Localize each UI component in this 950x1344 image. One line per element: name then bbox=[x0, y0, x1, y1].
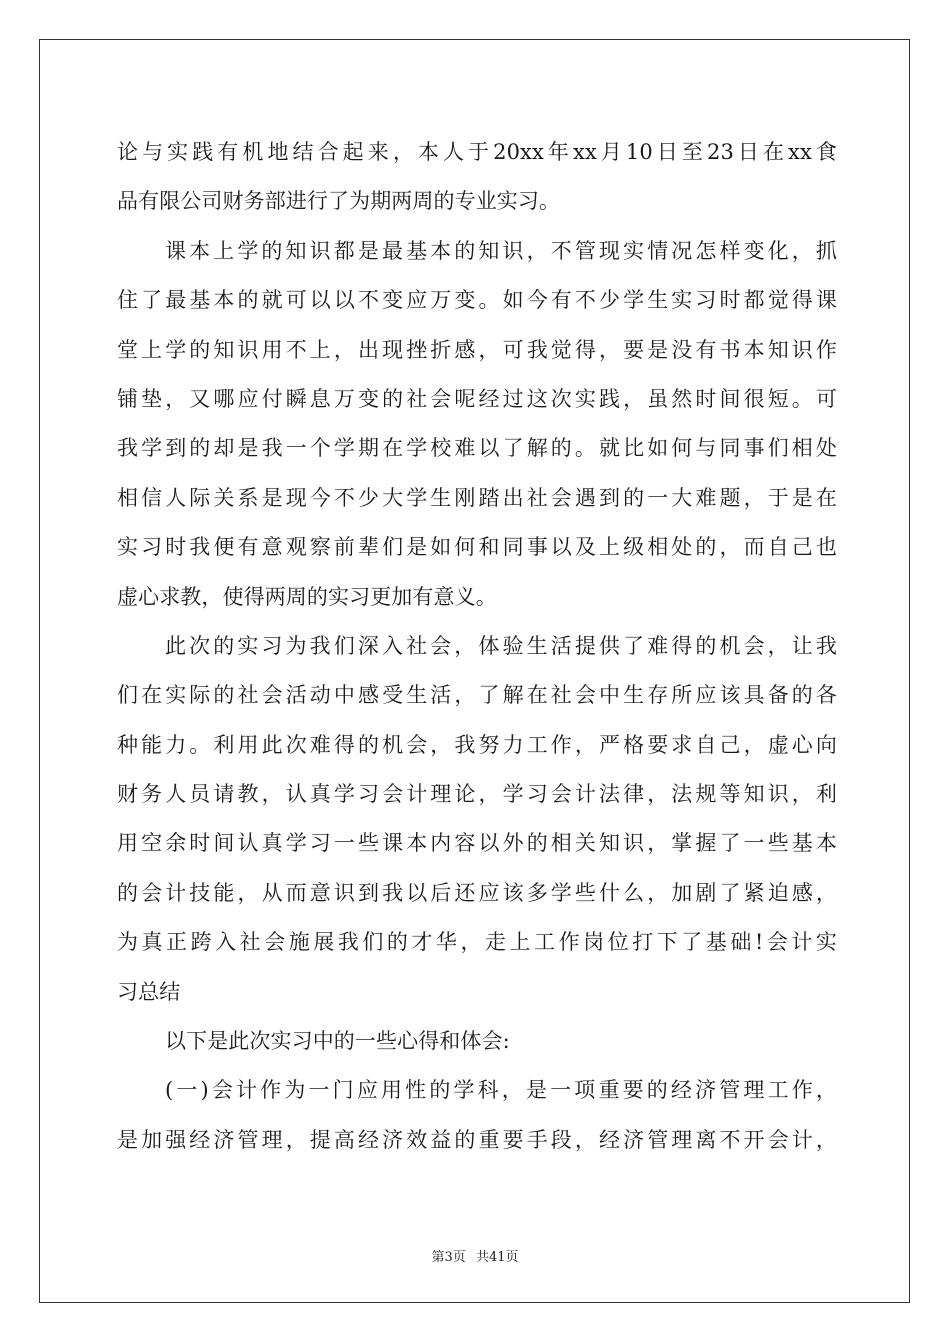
paragraph bbox=[117, 227, 837, 622]
text-line: 用空余时间认真学习一些课本内容以外的相关知识，掌握了一些基本 bbox=[117, 831, 837, 856]
text-line: 住了最基本的就可以以不变应万变。如今有不少学生实习时都觉得课 bbox=[117, 288, 837, 313]
text-line: 财务人员请教，认真学习会计理论，学习会计法律，法规等知识，利 bbox=[117, 782, 837, 807]
text-line: 论与实践有机地结合起来，本人于20xx年xx月10日至23日在xx食 bbox=[117, 140, 837, 164]
text-line: 课本上学的知识都是最基本的知识，不管现实情况怎样变化，抓 bbox=[165, 238, 837, 263]
text-line: 以下是此次实习中的一些心得和体会: bbox=[165, 1029, 510, 1054]
paragraph bbox=[117, 1017, 837, 1066]
text-line: 们在实际的社会活动中感受生活，了解在社会中生存所应该具备的各 bbox=[117, 683, 837, 708]
text-line: 虚心求教，使得两周的实习更加有意义。 bbox=[117, 584, 497, 609]
text-line: 相信人际关系是现今不少大学生刚踏出社会遇到的一大难题，于是在 bbox=[117, 485, 837, 510]
text-line: 为真正跨入社会施展我们的才华，走上工作岗位打下了基础!会计实 bbox=[117, 930, 837, 955]
text-line: 堂上学的知识用不上，出现挫折感，可我觉得，要是没有书本知识作 bbox=[117, 337, 837, 362]
paragraph bbox=[117, 622, 837, 1017]
text-line: 此次的实习为我们深入社会，体验生活提供了难得的机会，让我 bbox=[165, 633, 837, 658]
text-line: (一)会计作为一门应用性的学科，是一项重要的经济管理工作， bbox=[165, 1078, 837, 1103]
total-pages-label: 共41页 bbox=[475, 1250, 519, 1265]
paragraph bbox=[117, 128, 837, 227]
text-line: 是加强经济管理，提高经济效益的重要手段，经济管理离不开会计， bbox=[117, 1127, 837, 1152]
text-line: 铺垫，又哪应付瞬息万变的社会呢经过这次实践，虽然时间很短。可 bbox=[117, 386, 837, 411]
paragraph bbox=[117, 1066, 837, 1165]
current-page-label: 第3页 bbox=[431, 1250, 466, 1265]
text-line: 品有限公司财务部进行了为期两周的专业实习。 bbox=[117, 189, 561, 214]
text-line: 习总结 bbox=[117, 979, 181, 1004]
document-body bbox=[117, 128, 837, 1165]
text-line: 实习时我便有意观察前辈们是如何和同事以及上级相处的，而自己也 bbox=[117, 535, 837, 560]
text-line: 种能力。利用此次难得的机会，我努力工作，严格要求自己，虚心向 bbox=[117, 732, 837, 757]
text-line: 的会计技能，从而意识到我以后还应该多学些什么，加剧了紧迫感， bbox=[117, 880, 837, 905]
page-footer bbox=[0, 1246, 950, 1265]
text-line: 我学到的却是我一个学期在学校难以了解的。就比如何与同事们相处 bbox=[117, 436, 837, 461]
